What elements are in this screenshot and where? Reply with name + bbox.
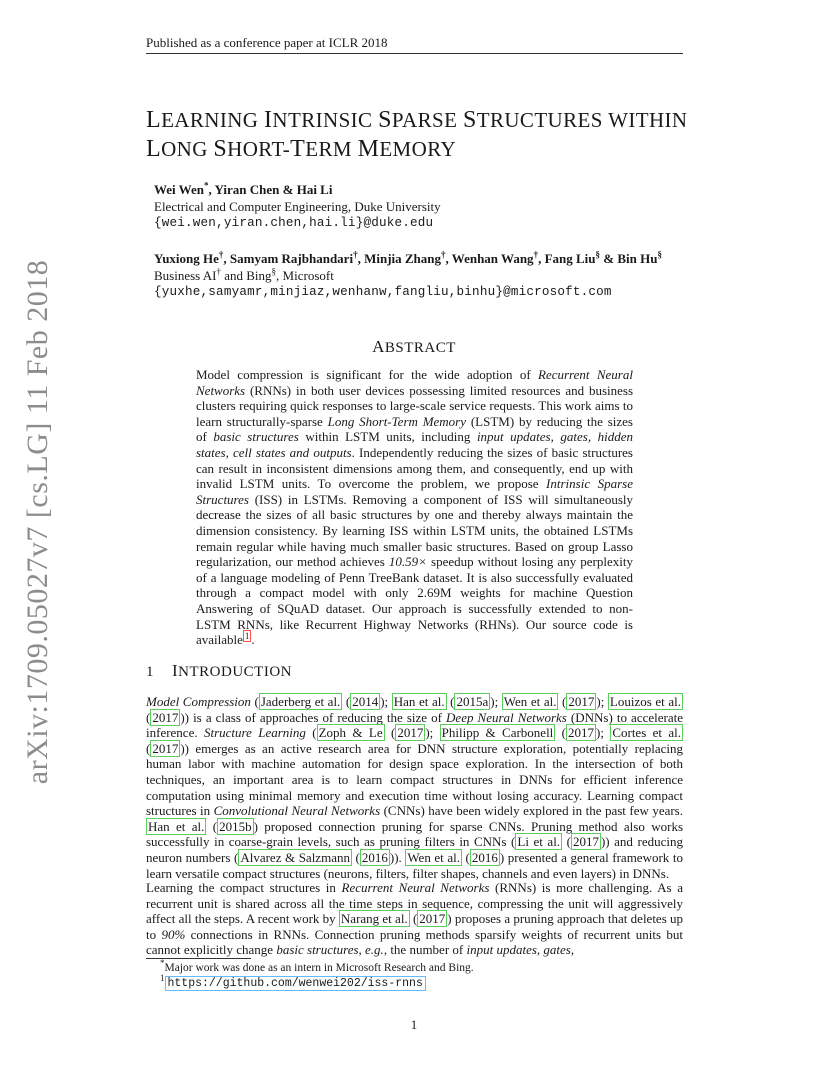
page-number: 1 (410, 1017, 418, 1032)
footnote-ref-link[interactable]: 1 (244, 630, 250, 641)
author-block-microsoft (154, 250, 662, 301)
abstract-heading: ABSTRACT (372, 337, 456, 356)
citation-link[interactable]: Han et al. (148, 818, 205, 834)
citation-link[interactable]: Wen et al. (503, 694, 557, 709)
footnote-1: *Major work was done as an intern in Microsoft Research and Bing. (160, 958, 474, 974)
initial-cap: A (372, 337, 385, 356)
emphasis: Model Compression (146, 694, 251, 709)
citation-link[interactable]: 2016 (361, 849, 388, 865)
initial-cap: M (357, 136, 380, 162)
affiliation-mark: † (353, 249, 358, 260)
citation-link[interactable]: 2015a (456, 694, 489, 709)
initial-cap: L (146, 107, 162, 133)
title-line-1: LEARNING INTRINSIC SPARSE STRUCTURES WITHIN (146, 107, 688, 133)
author-email: {yuxhe,samyamr,minjiaz,wenhanw,fangliu,binhu}@microsoft.com (154, 285, 612, 299)
emphasis: Deep Neural Networks (446, 709, 567, 725)
author-names: Wei Wen*, Yiran Chen & Hai Li (154, 180, 333, 197)
abstract-text: Model compression is significant for the wide adoption of Recurrent Neural Networks (RNNs) in both user devices possessing limited resources and business clusters requiring quick responses to large-scale service requests. This work aims to learn structurally-sparse Long Short-Term Memory (LSTM) by reducing the sizes of basic structures within LSTM units, including input updates, gates, hidden states, cell states and outputs. Independently reducing the sizes of basic structures can result in inconsistent dimensions among them, and consequently, end up with invalid LSTM units. To overcome the problem, we propose Intrinsic Sparse Structures (ISS) in LSTMs. Removing a component of ISS will simultaneously decrease the sizes of all basic structures by one and thereby always maintain the dimension consistency. By learning ISS within LSTM units, the obtained LSTMs remain regular while having much smaller basic structures. Based on group Lasso regularization, our method achieves 10.59× speedup without losing any perplexity of a language modeling of Penn TreeBank dataset. It is also successfully evaluated through a compact model with only 2.69M weights for machine Question Answering of SQuAD dataset. Our approach is successfully extended to non-LSTM RNNs, like Recurrent Highway Networks (RHNs). Our source code is available $^1$ . (196, 367, 633, 648)
author-affiliation: Electrical and Computer Engineering, Duke University (154, 199, 441, 214)
citation-link[interactable]: 2014 (352, 694, 379, 709)
header-rule (146, 53, 683, 54)
author-email: {wei.wen,yiran.chen,hai.li}@duke.edu (154, 216, 434, 230)
initial-cap: L (146, 136, 162, 162)
citation-link[interactable]: Louizos et al. (609, 694, 681, 709)
citation-link[interactable]: Narang et al. (340, 911, 408, 927)
emphasis: 10.59× (388, 554, 427, 570)
citation-link[interactable]: Wen et al. (407, 849, 460, 865)
emphasis: basic structures (276, 942, 359, 958)
emphasis: Long Short-Term Memory (327, 413, 467, 429)
footnote-2: $^1$ https://github.com/wenwei202/iss-rnns (160, 977, 426, 990)
source-code-link[interactable]: https://github.com/wenwei202/iss-rnns (165, 976, 426, 991)
section-heading-introduction (146, 661, 292, 681)
initial-cap: I (172, 661, 179, 680)
citation-link[interactable]: Li et al. (517, 834, 561, 850)
initial-cap: S (213, 136, 228, 162)
initial-cap: S (378, 107, 392, 133)
emphasis: Intrinsic Sparse Structures (196, 476, 633, 507)
citation-link[interactable]: 2017 (152, 740, 179, 756)
emphasis: basic structures (213, 429, 299, 445)
citation-link[interactable]: Jaderberg et al. (260, 694, 341, 709)
citation-link[interactable]: 2017 (568, 725, 594, 741)
emphasis: 90% (161, 926, 186, 942)
initial-cap: S (462, 107, 477, 133)
citation-link[interactable]: 2017 (152, 709, 179, 725)
citation-link[interactable]: Han et al. (393, 694, 445, 709)
emphasis: e.g. (365, 942, 384, 958)
section-number: 1 (146, 664, 154, 680)
citation-link[interactable]: 2017 (568, 694, 595, 709)
citation-link[interactable]: 2017 (419, 911, 446, 927)
emphasis: input updates, gates, hidden states, cell states and outputs (196, 429, 633, 460)
citation-link[interactable]: 2017 (397, 725, 424, 741)
paper-title (146, 106, 706, 164)
section-title: INTRODUCTION (172, 661, 292, 680)
initial-cap: T (290, 136, 306, 162)
title-line-2: LONG SHORT-TERM MEMORY (146, 136, 457, 162)
emphasis: Structure Learning (203, 725, 306, 741)
intro-paragraph-1: Model Compression ( Jaderberg et al. ( 2014 ); Han et al. ( 2015a ); Wen et al. ( 2017 ); Louizos et al. ( 2017 )) is a class of approaches of reducing the size of Deep Neural Networks (DNNs) to accelerate inference. Structure Learning ( Zoph & Le ( 2017 ); Philipp & Carbonell ( 2017 ); Cortes et al. ( 2017 )) emerges as an active research area for DNN structure exploration, potentially replacing human labor with machine automation for design space exploration. In the intersection of both techniques, an important area is to learn compact structures in DNNs for efficient inference computation using minimal memory and execution time without losing accuracy. Learning compact structures in Convolutional Neural Networks (CNNs) have been widely explored in the past few years. Han et al. ( 2015b ) proposed connection pruning for sparse CNNs. Pruning method also works successfully in coarse-grain levels, such as pruning filters in CNNs ( Li et al. ( 2017 )) and reducing neuron numbers ( Alvarez & Salzmann ( 2016 )). Wen et al. ( 2016 ) presented a general framework to learn versatile compact structures (neurons, filters, filter shapes, channels and even layers) in DNNs. (146, 694, 683, 881)
emphasis: Recurrent Neural Networks (196, 367, 633, 398)
running-header: Published as a conference paper at ICLR 2018 (146, 35, 388, 50)
citation-link[interactable]: Philipp & Carbonell (441, 725, 554, 741)
citation-link[interactable]: 2015b (219, 818, 252, 834)
emphasis: Recurrent Neural Networks (341, 880, 490, 895)
citation-link[interactable]: 2016 (471, 849, 498, 865)
affiliation-mark: § (657, 249, 662, 260)
citation-link[interactable]: 2017 (572, 834, 599, 850)
emphasis: Convolutional Neural Networks (213, 803, 381, 819)
author-affiliation: Business AI† and Bing§, Microsoft (154, 266, 334, 283)
author-block-duke (154, 181, 441, 232)
author-names: Yuxiong He†, Samyam Rajbhandari†, Minjia Zhang†, Wenhan Wang†, Fang Liu§ & Bin Hu§ (154, 249, 662, 266)
affiliation-mark: † (218, 249, 224, 260)
emphasis: input updates, gates, (466, 942, 575, 958)
affiliation-mark: § (595, 249, 600, 260)
citation-link[interactable]: Cortes et al. (612, 725, 681, 741)
intro-paragraph-2: Learning the compact structures in Recurrent Neural Networks (RNNs) is more challenging. As a recurrent unit is shared across all the time steps in sequence, compressing the unit will aggressively affect all the steps. A recent work by Narang et al. ( 2017 ) proposes a pruning approach that deletes up to 90% connections in RNNs. Connection pruning methods sparsify weights of recurrent units but cannot explicitly change basic structures, e.g., the number of input updates, gates, (146, 880, 684, 958)
citation-link[interactable]: Alvarez & Salzmann (240, 849, 350, 865)
affiliation-mark: † (533, 249, 539, 260)
initial-cap: I (264, 107, 273, 133)
affiliation-mark: † (441, 249, 446, 260)
citation-link[interactable]: Zoph & Le (318, 725, 383, 741)
